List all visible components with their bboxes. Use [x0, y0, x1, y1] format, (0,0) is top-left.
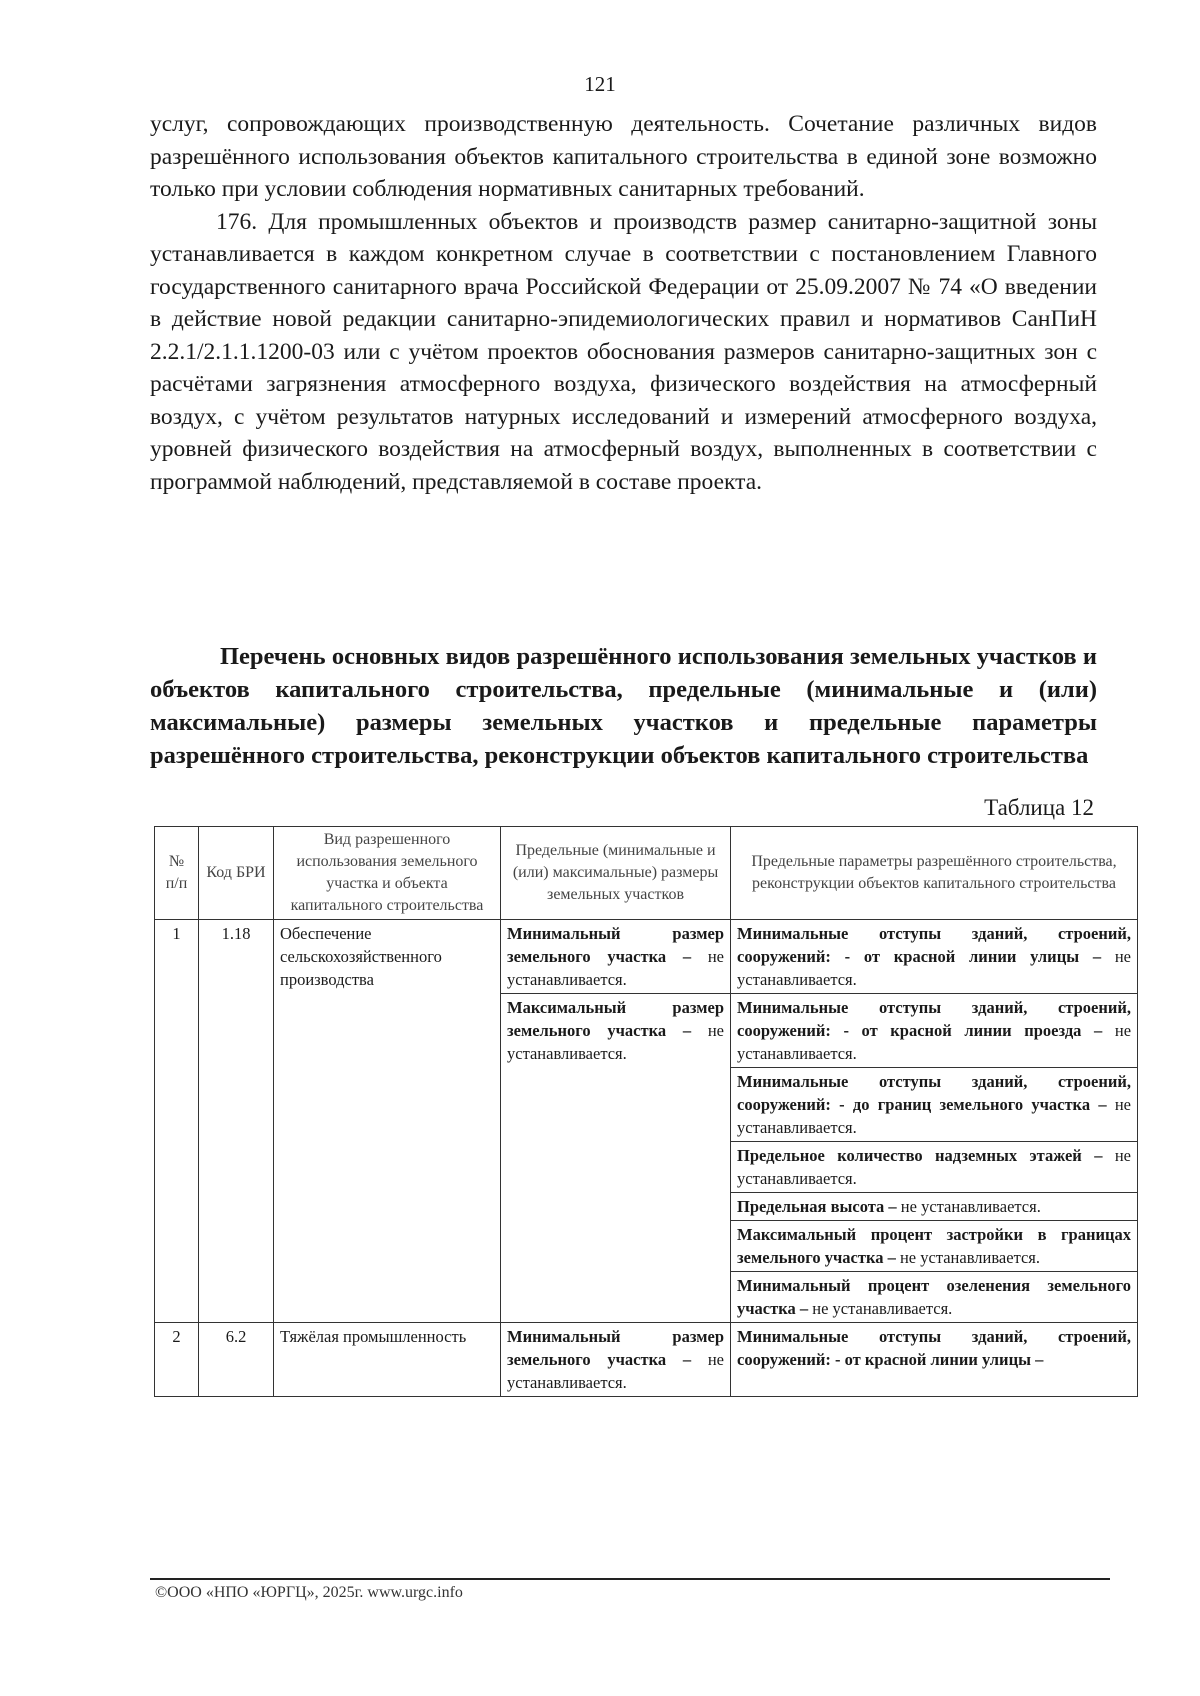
param-label: Минимальные отступы зданий, строений, сооружений: - от красной линии улицы – [737, 1327, 1131, 1369]
param-cell [731, 1323, 1138, 1397]
row-use-name: Обеспечение сельскохозяйственного производства [274, 920, 501, 1323]
param-value: не устанавливается. [900, 1197, 1041, 1216]
param-cell [731, 1221, 1138, 1272]
page-number: 121 [584, 72, 616, 96]
param-cell [731, 1068, 1138, 1142]
param-cell [731, 1142, 1138, 1193]
row-use-name: Тяжёлая промышленность [274, 1323, 501, 1397]
param-label: Максимальный процент застройки в границах земельного участка – [737, 1225, 1131, 1267]
param-cell [731, 1193, 1138, 1221]
param-label: Предельное количество надземных этажей – [737, 1146, 1103, 1165]
plot-size-label: Минимальный размер земельного участка – [507, 924, 724, 966]
body-text [150, 108, 1097, 498]
section-title-text: Перечень основных видов разрешённого использования земельных участков и объектов капитального строительства, предельные (минимальные и (или) максимальные) размеры земельных участков и предельные параметры разрешённого строительства, реконструкции объектов капитального строительства [150, 643, 1097, 769]
footer-copyright: ©ООО «НПО «ЮРГЦ», 2025г. www.urgc.info [155, 1584, 463, 1601]
table-header-row [155, 827, 1138, 920]
param-label: Минимальные отступы зданий, строений, сооружений: - до границ земельного участка – [737, 1072, 1131, 1114]
row-code: 6.2 [199, 1323, 274, 1397]
header-code: Код БРИ [199, 827, 274, 920]
plot-size-label: Максимальный размер земельного участка – [507, 998, 724, 1040]
header-construction-params: Предельные параметры разрешённого строительства, реконструкции объектов капитального строительства [731, 827, 1138, 920]
param-cell [731, 1272, 1138, 1323]
plot-size-value: не устанавливается. [507, 1021, 724, 1063]
plot-size-cell [501, 994, 731, 1323]
paragraph: 176. Для промышленных объектов и производств размер санитарно-защитной зоны устанавливается в каждом конкретном случае в соответствии с постановлением Главного государственного санитарного врача Российской Федерации от 25.09.2007 № 74 «О введении в действие новой редакции санитарно-эпидемиологических правил и нормативов СанПиН 2.2.1/2.1.1.1200-03 или с учётом проектов обоснования размеров санитарно-защитных зон с расчётами загрязнения атмосферного воздуха, физического воздействия на атмосферный воздух, с учётом результатов натурных исследований и измерений атмосферного воздуха, уровней физического воздействия на атмосферный воздух, выполненных в соответствии с программой наблюдений, представляемой в составе проекта. [150, 208, 1097, 495]
param-label: Минимальные отступы зданий, строений, сооружений: - от красной линии проезда – [737, 998, 1131, 1040]
regulations-table [154, 826, 1138, 1397]
param-label: Минимальный процент озеленения земельного участка – [737, 1276, 1131, 1318]
param-value: не устанавливается. [899, 1248, 1041, 1267]
param-value: не устанавливается. [737, 1021, 1132, 1063]
param-value: не устанавливается. [737, 947, 1131, 989]
plot-size-cell [501, 1323, 731, 1397]
param-value: не устанавливается. [812, 1299, 953, 1318]
header-plot-sizes: Предельные (минимальные и (или) максимальные) размеры земельных участков [501, 827, 731, 920]
footer-rule [150, 1578, 1110, 1580]
plot-size-label: Минимальный размер земельного участка – [507, 1327, 724, 1369]
header-number: № п/п [155, 827, 199, 920]
plot-size-value: не устанавливается. [507, 1350, 724, 1392]
param-value: не устанавливается. [737, 1095, 1131, 1137]
param-label: Предельная высота – [737, 1197, 897, 1216]
plot-size-cell [501, 920, 731, 994]
paragraph: услуг, сопровождающих производственную деятельность. Сочетание различных видов разрешённого использования объектов капитального строительства в единой зоне возможно только при условии соблюдения нормативных санитарных требований. [150, 111, 1097, 202]
param-cell [731, 994, 1138, 1068]
plot-size-value: не устанавливается. [507, 947, 724, 989]
row-number: 2 [155, 1323, 199, 1397]
row-number: 1 [155, 920, 199, 1323]
table-row [155, 920, 1138, 994]
param-cell [731, 920, 1138, 994]
param-value: не устанавливается. [737, 1146, 1131, 1188]
section-title [150, 640, 1097, 772]
row-code: 1.18 [199, 920, 274, 1323]
param-label: Минимальные отступы зданий, строений, сооружений: - от красной линии улицы – [737, 924, 1131, 966]
header-use-type: Вид разрешенного использования земельного участка и объекта капитального строительства [274, 827, 501, 920]
table-row [155, 1323, 1138, 1397]
table-label: Таблица 12 [984, 795, 1094, 820]
